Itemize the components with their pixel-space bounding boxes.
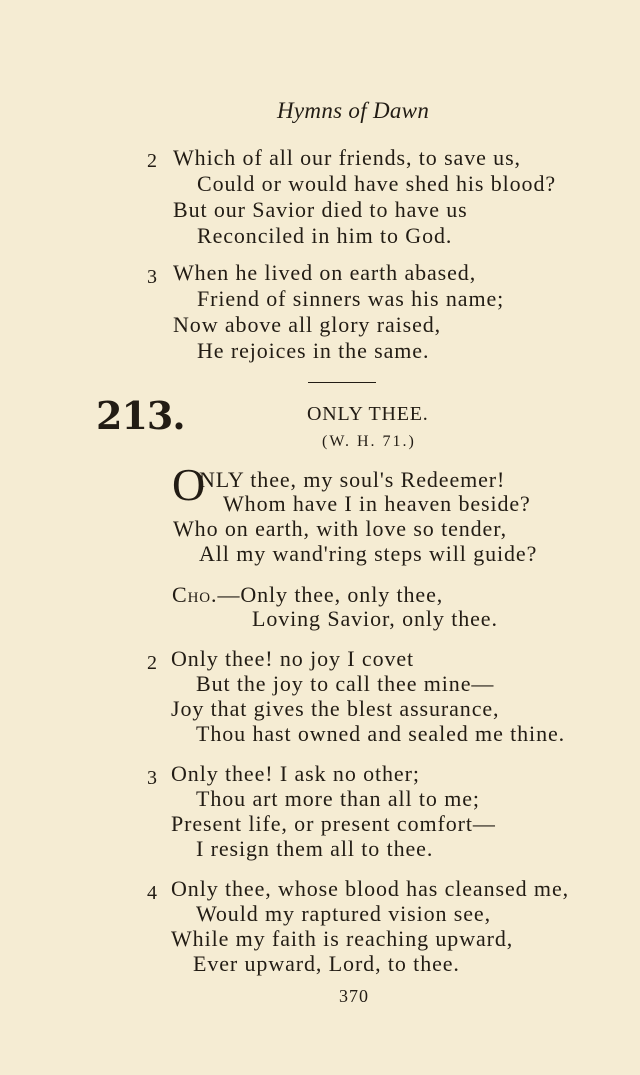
page-number: 370 [339, 986, 369, 1006]
verse-line: When he lived on earth abased, [173, 260, 477, 285]
verse-line: Friend of sinners was his name; [197, 286, 505, 311]
verse-line: Thou hast owned and sealed me thine. [196, 721, 566, 746]
drop-cap: O [172, 459, 206, 510]
verse-line: Joy that gives the blest assurance, [171, 696, 500, 721]
verse-line: Now above all glory raised, [173, 312, 442, 337]
verse-line: While my faith is reaching upward, [171, 926, 514, 951]
verse-line: Who on earth, with love so tender, [173, 516, 507, 541]
chorus-label: Cho. [172, 582, 218, 607]
verse-line: Which of all our friends, to save us, [173, 145, 521, 170]
verse-line: Would my raptured vision see, [196, 901, 491, 926]
verse-line: Only thee! no joy I covet [171, 646, 415, 671]
hymn-number: 213. [96, 393, 185, 438]
verse-line: Whom have I in heaven beside? [223, 491, 531, 516]
verse-line: Thou art more than all to me; [196, 786, 480, 811]
verse-line: Only thee! I ask no other; [171, 761, 420, 786]
verse-number: 4 [147, 882, 157, 904]
verse-number: 3 [147, 767, 157, 789]
tune-reference: (W. H. 71.) [322, 433, 416, 450]
verse-line: I resign them all to thee. [196, 836, 434, 861]
verse-number: 2 [147, 150, 157, 172]
verse-line: All my wand'ring steps will guide? [199, 541, 538, 566]
verse-line: NLY thee, my soul's Redeemer! [199, 467, 506, 492]
hymn-title: ONLY THEE. [307, 403, 429, 425]
verse-line: But our Savior died to have us [173, 197, 468, 222]
section-divider [308, 382, 376, 383]
verse-line: But the joy to call thee mine— [196, 671, 495, 696]
running-title: Hymns of Dawn [277, 98, 430, 123]
verse-line: Reconciled in him to God. [197, 223, 453, 248]
chorus-line [172, 582, 443, 608]
verse-number: 3 [147, 266, 157, 288]
chorus-text: —Only thee, only thee, [217, 582, 444, 607]
chorus-line: Loving Savior, only thee. [252, 606, 498, 631]
verse-line: He rejoices in the same. [197, 338, 430, 363]
verse-number: 2 [147, 652, 157, 674]
verse-line: Present life, or present comfort— [171, 811, 496, 836]
verse-line: Could or would have shed his blood? [197, 171, 557, 196]
verse-line: Ever upward, Lord, to thee. [193, 951, 460, 976]
verse-line: Only thee, whose blood has cleansed me, [171, 876, 570, 901]
